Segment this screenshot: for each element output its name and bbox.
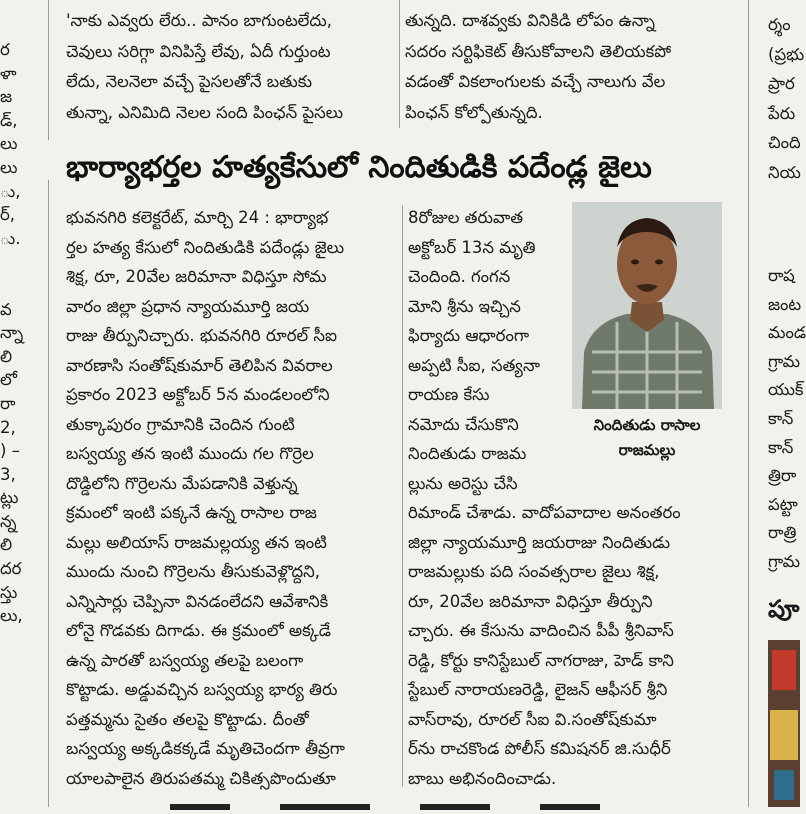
text-line: వారం జిల్లా ప్రధాన న్యాయమూర్తి జయ — [66, 296, 310, 316]
text-line: బస్వయ్య అక్కడికక్కడే మృతిచెందగా తీవ్రగా — [66, 739, 345, 758]
text-line: ప్రకారం 2023 అక్టోబర్ 5న మండలంలోని — [66, 385, 330, 404]
article-headline: భార్యాభర్తల హత్యకేసులో నిందితుడికి పదేండ్ల జైలు — [66, 150, 652, 185]
text-line: రూ, 20వేల జరిమానా విధిస్తూ తీర్పుని — [408, 591, 653, 611]
text-line: వడంతో వికలాంగులకు వచ్చే నాలుగు వేల — [405, 72, 666, 91]
fragment-line: లో — [0, 370, 17, 390]
fragment-line: మండ — [768, 323, 806, 343]
advertisement-fragment — [768, 640, 800, 807]
text-line: 'నాకు ఎవ్వరు లేరు.. పానం బాగుంటలేదు, — [66, 11, 332, 30]
cut-text-icon — [160, 796, 630, 810]
text-line: చ్చారు. ఈ కేసును వాదించిన పీపీ శ్రీనివాస్ — [408, 621, 674, 640]
fragment-line: పేరు — [768, 103, 796, 123]
fragment-line: లు, — [0, 606, 23, 626]
text-line: దొడ్డిలోని గొర్రెలను మేపడానికి వెళ్తున్న — [66, 473, 298, 493]
text-line: మోని శ్రీను ఇచ్చిన — [408, 296, 521, 316]
accused-photo — [572, 202, 722, 409]
text-line: పింఛన్ కోల్పోతున్నది. — [405, 102, 543, 122]
text-line: పత్తమ్మను సైతం తలపై కొట్టాడు. దీంతో — [66, 709, 309, 729]
text-line: రాయణ కేసు — [408, 385, 490, 404]
text-line: ర్తల హత్య కేసులో నిందితుడికి పదేండ్లు జైలు — [66, 237, 345, 257]
fragment-line — [0, 250, 42, 274]
fragment-line: లి — [0, 346, 13, 366]
column-divider — [48, 180, 49, 807]
text-line: జిల్లా న్యాయమూర్తి జయరాజు నిందితుడు — [408, 532, 671, 552]
text-line: కొట్టాడు. అడ్డువచ్చిన బస్వయ్య భార్య తిరు — [66, 680, 338, 699]
text-line: ర్‌ను రాచకొండ పోలీస్ కమిషనర్ జి.సుధీర్ — [408, 739, 671, 758]
text-line: తుక్కాపురం గ్రామానికి చెందిన గుంటి — [66, 414, 295, 434]
previous-article-right-text — [405, 6, 740, 128]
text-line: నిందితుడు రాజమ — [408, 444, 527, 463]
text-line: ఉన్న పారతో బస్వయ్య తలపై బలంగా — [66, 650, 304, 670]
person-photo-icon — [572, 202, 722, 409]
fragment-line: ప్రార — [768, 74, 795, 93]
fragment-line: రా — [0, 393, 16, 413]
right-column-fragment-mid — [768, 262, 806, 577]
fragment-line: ర్, — [0, 205, 16, 225]
fragment-line: వ — [0, 299, 12, 319]
text-line: స్టేబుల్ నారాయణరెడ్డి, లైజన్ ఆఫీసర్ శ్రీని — [408, 680, 668, 699]
text-line: వాస్‌రావు, రూరల్ సీఐ వి.సంతోష్‌కుమా — [408, 709, 657, 729]
fragment-line: ట్లు — [0, 488, 19, 508]
article-column-2-upper — [408, 203, 568, 498]
text-line: రాజమల్లుకు పది సంవత్సరాల జైలు శిక్ష, — [408, 562, 660, 581]
text-line: తున్నా, ఎనిమిది నెలల సంది పింఛన్ పైసలు — [66, 102, 344, 122]
text-line: రెడ్డి, కోర్టు కానిస్టేబుల్ నాగరాజు, హెడ్ కాని — [408, 650, 674, 670]
text-line: శిక్ష, రూ, 20వేల జరిమానా విధిస్తూ సోమ — [66, 267, 327, 286]
fragment-line: 3, — [0, 464, 16, 484]
fragment-line: పట్టా — [768, 494, 798, 514]
left-column-fragment — [0, 0, 42, 628]
photo-caption — [572, 413, 722, 463]
text-line: లేదు, నెలనెలా వచ్చే పైసలతోనే బతుకు — [66, 72, 313, 91]
fragment-line: ళా — [0, 63, 17, 83]
caption-line: నిందితుడు రాసాల — [593, 416, 701, 434]
text-line: అక్టోబర్ 13న మృతి — [408, 237, 536, 257]
next-headline-fragment — [160, 795, 630, 809]
text-line: చెవులు సరిగ్గా వినిపిస్తే లేవు, ఏదీ గుర్తుంట — [66, 41, 331, 61]
text-line: బస్వయ్య తన ఇంటి ముందు గల గొర్రెల — [66, 444, 314, 463]
article-column-1 — [66, 203, 398, 793]
text-line: బాబు అభినందించాడు. — [408, 768, 557, 788]
text-line: సదరం సర్టిఫికెట్ తీసుకోవాలని తెలియకపో — [405, 41, 671, 61]
fragment-line: ు, — [0, 181, 21, 201]
text-line: రాజు తీర్పునిచ్చారు. భువనగిరి రూరల్ సీఐ — [66, 326, 338, 345]
text-line: లోనై గొడవకు దిగాడు. ఈ క్రమంలో అక్కడే — [66, 621, 331, 640]
fragment-line: స్తు — [0, 582, 18, 602]
text-line: వారణాసి సంతోష్‌కుమార్ తెలిపిన వివరాల — [66, 355, 333, 375]
fragment-line: ర్శం — [768, 15, 791, 34]
text-line: ఎన్నిసార్లు చెప్పినా వినడంలేదని ఆవేశానికి — [66, 591, 329, 611]
text-line: ల్లును అరెస్టు చేసి — [408, 473, 518, 493]
text-line: యాలపాలైన తిరుపతమ్మ చికిత్సపొందుతూ — [66, 768, 336, 788]
article-column-2-lower — [408, 498, 743, 793]
previous-article-left-text — [66, 6, 396, 128]
fragment-line: కాన్ — [768, 437, 794, 457]
fragment-line: దర — [0, 559, 22, 579]
column-divider — [748, 0, 749, 807]
fragment-line: గ్రామ — [768, 351, 801, 371]
fragment-line: లు — [0, 157, 18, 177]
fragment-line: న్నా — [0, 323, 24, 343]
fragment-line: జంట — [768, 294, 802, 314]
text-line: భువనగిరి కలెక్టరేట్, మార్చి 24 : భార్యాభ — [66, 208, 329, 227]
fragment-line: (ప్రభు — [768, 44, 805, 64]
column-divider — [402, 205, 403, 787]
fragment-line: చింది — [768, 133, 801, 152]
fragment-line: ) – — [0, 441, 20, 461]
right-column-fragment-top — [768, 10, 805, 187]
fragment-line: ు. — [0, 228, 21, 248]
fragment-line: లి — [0, 535, 13, 555]
column-divider — [48, 0, 49, 140]
fragment-line: నియ — [768, 162, 801, 182]
fragment-line: త్రిరా — [768, 466, 797, 486]
fragment-line: న్న — [0, 511, 17, 531]
text-line: ఫిర్యాదు ఆధారంగా — [408, 326, 530, 345]
fragment-line: 2, — [0, 417, 16, 437]
fragment-line: జ — [0, 87, 13, 107]
fragment-line: ర — [0, 40, 10, 59]
fragment-line: లు — [0, 134, 18, 154]
fragment-line — [0, 274, 42, 298]
fragment-line: కాన్ — [768, 408, 794, 428]
right-column-heading-fragment: పూ — [768, 595, 800, 623]
fragment-line: రాత్రి — [768, 523, 797, 543]
text-line: చెందింది. గంగన — [408, 267, 511, 286]
text-line: రిమాండ్ చేశాడు. వాదోపవాదాల అనంతరం — [408, 503, 681, 522]
fragment-line: రాష — [768, 266, 795, 285]
text-line: ముందు నుంచి గొర్రెలను తీసుకువెళ్లొద్దని, — [66, 562, 320, 581]
ad-image-icon — [768, 640, 800, 807]
text-line: నమోదు చేసుకొని — [408, 414, 519, 434]
column-divider — [399, 0, 400, 128]
text-line: తున్నది. దాశవ్వకు వినికిడి లోపం ఉన్నా — [405, 11, 655, 30]
fragment-line: యుక్ — [768, 380, 804, 400]
fragment-line: గ్రామ — [768, 551, 801, 571]
text-line: క్రమంలో ఇంటి పక్కనే ఉన్న రాసాల రాజ — [66, 503, 317, 522]
caption-line: రాజమల్లు — [618, 441, 676, 459]
text-line: అప్పటి సీఐ, సత్యనా — [408, 355, 540, 375]
text-line: మల్లు అలియాస్ రాజమల్లయ్య తన ఇంటి — [66, 532, 327, 552]
text-line: 8రోజుల తరువాత — [408, 208, 524, 227]
fragment-line: డ్, — [0, 110, 18, 130]
